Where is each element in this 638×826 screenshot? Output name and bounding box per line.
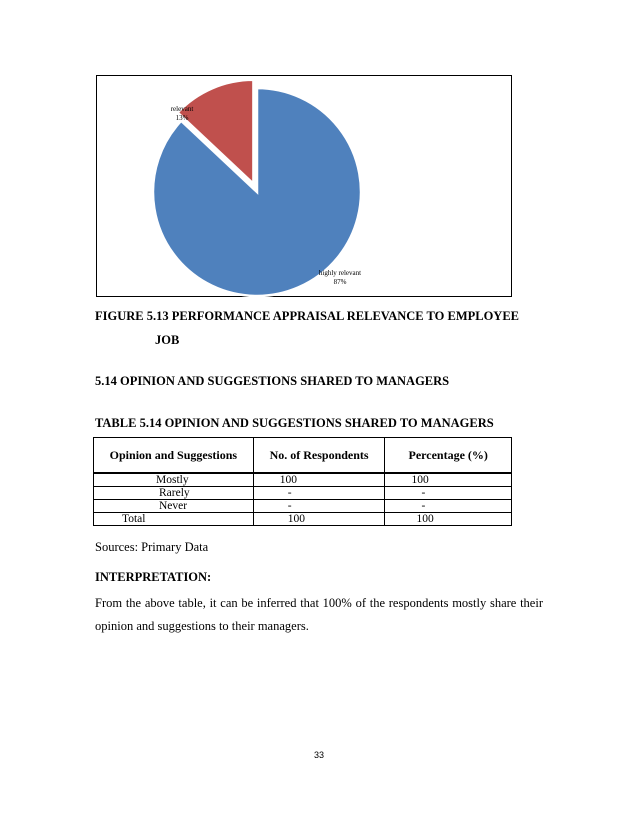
slice-label-relevant-name: relevant: [170, 105, 194, 113]
interpretation-heading: INTERPRETATION:: [95, 570, 212, 584]
row-respondents: 100: [253, 473, 385, 487]
sources-note: Sources: Primary Data: [95, 540, 209, 554]
opinion-table: [93, 437, 512, 526]
row-percentage: -: [385, 487, 512, 500]
total-label: Total: [94, 513, 254, 526]
section-heading: 5.14 OPINION AND SUGGESTIONS SHARED TO MANAGERS: [95, 374, 450, 388]
pie-chart-frame: [96, 75, 512, 297]
figure-caption-continued: JOB: [155, 333, 180, 347]
page-number: 33: [313, 750, 324, 760]
row-respondents: -: [253, 487, 385, 500]
figure-caption: FIGURE 5.13 PERFORMANCE APPRAISAL RELEVANCE TO EMPLOYEE: [95, 309, 520, 323]
row-respondents: -: [253, 500, 385, 513]
slice-label-highly-relevant-pct: 87%: [333, 278, 347, 286]
table-total-row: [94, 513, 512, 526]
table-row: [94, 473, 512, 487]
header-opinion: Opinion and Suggestions: [94, 438, 254, 474]
row-label: Rarely: [94, 487, 254, 500]
row-percentage: 100: [385, 473, 512, 487]
table-title: TABLE 5.14 OPINION AND SUGGESTIONS SHARED TO MANAGERS: [95, 416, 494, 430]
row-label: Never: [94, 500, 254, 513]
header-percentage: Percentage (%): [385, 438, 512, 474]
row-percentage: -: [385, 500, 512, 513]
header-respondents: No. of Respondents: [253, 438, 385, 474]
slice-label-relevant-pct: 13%: [175, 114, 189, 122]
row-label: Mostly: [94, 473, 254, 487]
interpretation-text: From the above table, it can be inferred that 100% of the respondents mostly share their opinion and suggestions to their managers.: [95, 596, 543, 633]
total-respondents: 100: [253, 513, 385, 526]
slice-label-highly-relevant-name: highly relevant: [318, 269, 362, 277]
pie-chart: [97, 76, 513, 298]
table-row: [94, 500, 512, 513]
total-percentage: 100: [385, 513, 512, 526]
table-header-row: [94, 438, 512, 474]
table-row: [94, 487, 512, 500]
